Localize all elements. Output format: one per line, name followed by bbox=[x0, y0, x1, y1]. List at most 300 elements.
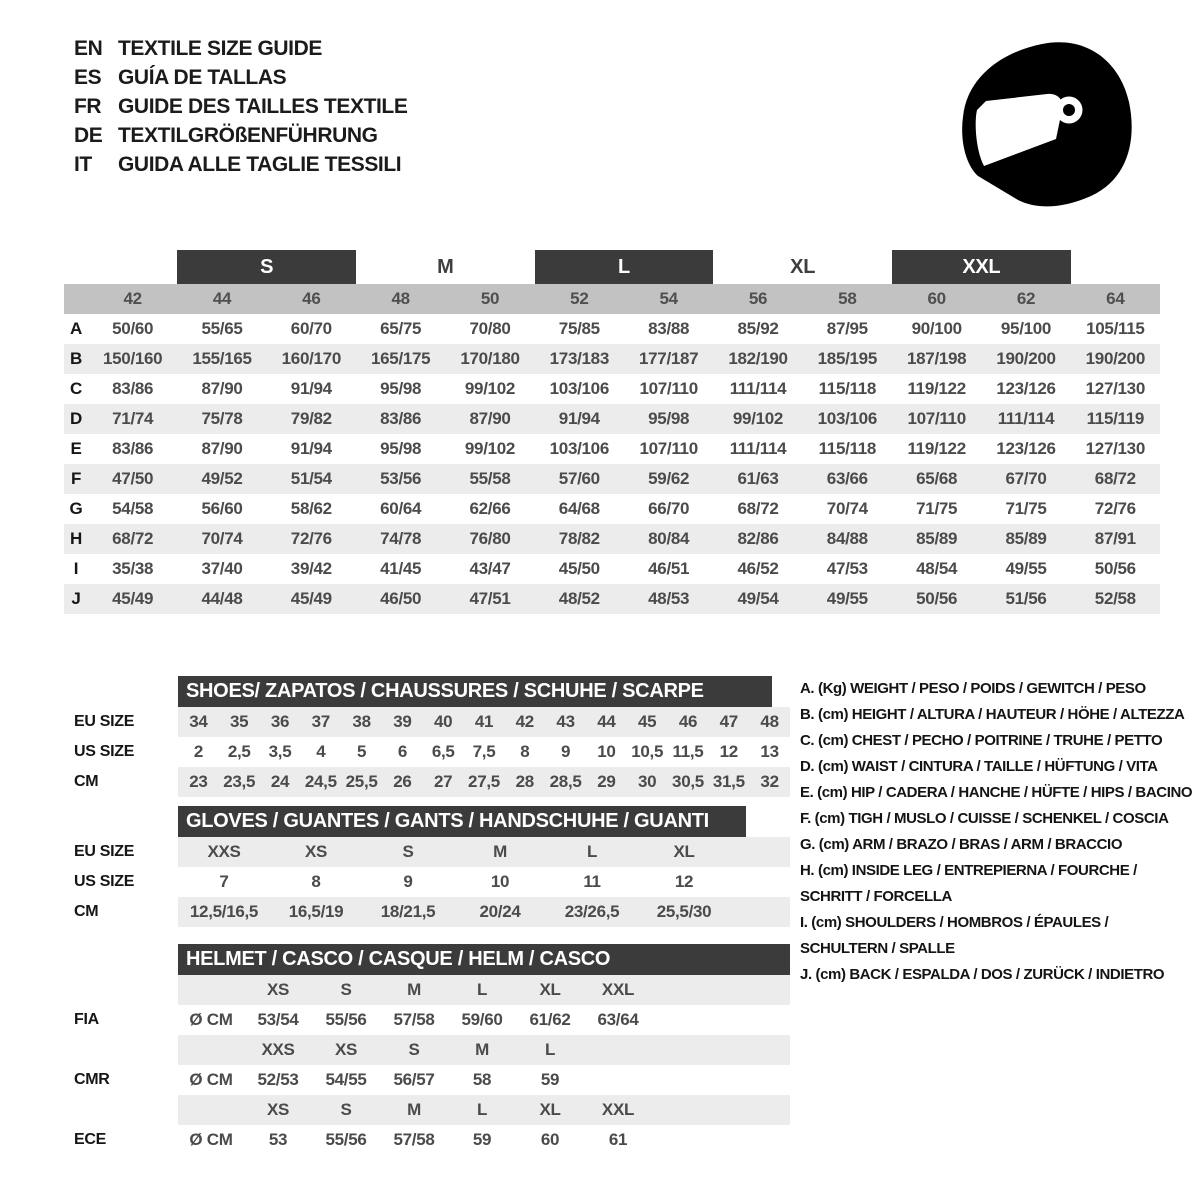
legend-line: J. (cm) BACK / ESPALDA / DOS / ZURÜCK / INDIETRO bbox=[800, 966, 1165, 983]
measurement-value: 115/119 bbox=[1086, 409, 1145, 428]
measurement-row bbox=[64, 524, 1160, 554]
row-values bbox=[178, 737, 790, 767]
helmet-value: 59/60 bbox=[461, 1010, 503, 1029]
row-label-spacer bbox=[74, 975, 178, 1005]
measurement-value: 72/76 bbox=[290, 529, 332, 548]
measurement-value: 67/70 bbox=[1005, 469, 1047, 488]
measurement-value: 111/114 bbox=[729, 379, 787, 398]
measurement-value: 76/80 bbox=[469, 529, 511, 548]
diameter-unit-label: Ø CM bbox=[189, 1130, 233, 1149]
measurement-value: 87/90 bbox=[469, 409, 511, 428]
measurement-row bbox=[64, 464, 1160, 494]
row-values bbox=[178, 837, 790, 867]
row-label-spacer bbox=[74, 1095, 178, 1125]
size-value: 18/21,5 bbox=[380, 902, 436, 921]
measurement-row-label: F bbox=[70, 469, 82, 488]
measurement-value: 39/42 bbox=[290, 559, 332, 578]
measurement-legend bbox=[800, 676, 1200, 988]
measurement-value: 83/86 bbox=[112, 439, 154, 458]
measurement-row bbox=[64, 314, 1160, 344]
measurement-value: 185/195 bbox=[817, 349, 877, 368]
row-values bbox=[178, 767, 790, 797]
size-value: 12 bbox=[719, 742, 738, 761]
measurement-value: 68/72 bbox=[112, 529, 154, 548]
size-value: 23/26,5 bbox=[564, 902, 620, 921]
helmet-size-header-row bbox=[74, 975, 790, 1005]
size-value: 39 bbox=[393, 712, 412, 731]
helmet-value: 63/64 bbox=[597, 1010, 639, 1029]
helmet-value: 58 bbox=[472, 1070, 492, 1089]
legend-line: A. (Kg) WEIGHT / PESO / POIDS / GEWITCH / PESO bbox=[800, 680, 1146, 697]
size-value: 46 bbox=[678, 712, 698, 731]
measurement-row bbox=[64, 434, 1160, 464]
measurement-value: 103/106 bbox=[549, 379, 609, 398]
measurement-value: 119/122 bbox=[907, 379, 966, 398]
size-value: 11 bbox=[583, 872, 601, 891]
helmet-size-label: M bbox=[475, 1040, 489, 1059]
row-values bbox=[178, 897, 790, 927]
measurement-value: 95/98 bbox=[380, 379, 422, 398]
measurement-value: 107/110 bbox=[907, 409, 966, 428]
numeric-size-label: 60 bbox=[927, 289, 946, 308]
helmet-size-header-row bbox=[74, 1035, 790, 1065]
legend-line: B. (cm) HEIGHT / ALTURA / HAUTEUR / HÖHE / ALTEZZA bbox=[800, 706, 1185, 723]
measurement-row-label: A bbox=[70, 319, 82, 338]
helmet-value: 56/57 bbox=[393, 1070, 435, 1089]
helmet-size-header-row bbox=[74, 1095, 790, 1125]
numeric-size-label: 52 bbox=[570, 289, 589, 308]
measurement-value: 46/50 bbox=[380, 589, 422, 608]
measurement-value: 83/88 bbox=[648, 319, 690, 338]
measurement-value: 46/52 bbox=[737, 559, 779, 578]
size-value: 12,5/16,5 bbox=[189, 902, 259, 921]
size-value: 43 bbox=[556, 712, 575, 731]
helmet-value: 60 bbox=[540, 1130, 560, 1149]
legend-line: E. (cm) HIP / CADERA / HANCHE / HÜFTE / HIPS / BACINO bbox=[800, 784, 1193, 801]
legend-item bbox=[800, 832, 1200, 858]
measurement-value: 58/62 bbox=[290, 499, 332, 518]
measurement-row-label: J bbox=[71, 589, 81, 608]
measurement-value: 66/70 bbox=[648, 499, 690, 518]
measurement-value: 64/68 bbox=[558, 499, 600, 518]
measurement-value: 70/74 bbox=[201, 529, 243, 548]
size-value: 23,5 bbox=[223, 772, 256, 791]
size-value: 9 bbox=[561, 742, 571, 761]
measurement-value: 61/63 bbox=[737, 469, 779, 488]
measurement-value: 90/100 bbox=[911, 319, 962, 338]
size-value: 27 bbox=[434, 772, 453, 791]
measurement-value: 56/60 bbox=[201, 499, 243, 518]
helmet-size-label: M bbox=[407, 1100, 421, 1119]
racing-helmet-icon bbox=[950, 18, 1170, 218]
numeric-size-label: 50 bbox=[480, 289, 500, 308]
size-value: 20/24 bbox=[479, 902, 521, 921]
table-row bbox=[74, 837, 790, 867]
standard-label: FIA bbox=[74, 1011, 99, 1028]
numeric-size-label: 44 bbox=[212, 289, 232, 308]
size-value: 30,5 bbox=[672, 772, 704, 791]
measurement-value: 75/78 bbox=[201, 409, 243, 428]
helmet-value-row bbox=[74, 1125, 790, 1155]
measurement-value: 65/75 bbox=[380, 319, 422, 338]
measurement-value: 182/190 bbox=[728, 349, 788, 368]
measurement-value: 85/92 bbox=[737, 319, 779, 338]
measurement-value: 127/130 bbox=[1085, 379, 1145, 398]
language-code: IT bbox=[74, 153, 92, 176]
size-group-label: S bbox=[177, 250, 356, 284]
language-title: TEXTILE SIZE GUIDE bbox=[118, 37, 322, 60]
measurement-value: 87/90 bbox=[201, 379, 243, 398]
measurement-value: 105/115 bbox=[1086, 319, 1145, 338]
measurement-value: 177/187 bbox=[638, 349, 699, 368]
legend-line: C. (cm) CHEST / PECHO / POITRINE / TRUHE / PETTO bbox=[800, 732, 1163, 749]
measurement-row-label: E bbox=[70, 439, 82, 458]
size-value: 2 bbox=[193, 742, 203, 761]
measurement-value: 48/52 bbox=[558, 589, 600, 608]
size-value: 23 bbox=[189, 772, 208, 791]
measurement-row-label: I bbox=[73, 559, 79, 578]
language-code: FR bbox=[74, 95, 102, 118]
size-value: 10,5 bbox=[631, 742, 664, 761]
measurement-value: 80/84 bbox=[648, 529, 690, 548]
measurement-value: 49/55 bbox=[826, 589, 868, 608]
measurement-value: 54/58 bbox=[112, 499, 154, 518]
numeric-size-label: 46 bbox=[302, 289, 321, 308]
helmet-value: 57/58 bbox=[393, 1010, 435, 1029]
size-value: 7 bbox=[219, 872, 229, 891]
measurement-value: 43/47 bbox=[469, 559, 511, 578]
row-label: CM bbox=[74, 773, 99, 790]
size-value: 16,5/19 bbox=[288, 902, 344, 921]
numeric-size-label: 54 bbox=[659, 289, 678, 308]
size-value: 25,5 bbox=[345, 772, 378, 791]
measurement-value: 50/56 bbox=[1094, 559, 1136, 578]
helmet-size-label: S bbox=[340, 1100, 352, 1119]
measurement-value: 44/48 bbox=[201, 589, 243, 608]
size-value: 10 bbox=[490, 872, 510, 891]
measurement-value: 68/72 bbox=[737, 499, 779, 518]
diameter-unit-label: Ø CM bbox=[189, 1010, 233, 1029]
language-code: ES bbox=[74, 66, 102, 89]
table-title-bar: GLOVES / GUANTES / GANTS / HANDSCHUHE / GUANTI bbox=[178, 806, 746, 837]
gloves-size-table bbox=[74, 806, 790, 927]
legend-line: SCHULTERN / SPALLE bbox=[800, 940, 955, 957]
measurement-value: 49/55 bbox=[1005, 559, 1047, 578]
helmet-value: 54/55 bbox=[325, 1070, 367, 1089]
language-row bbox=[74, 34, 407, 63]
helmet-size-label: XS bbox=[266, 980, 290, 999]
helmet-value: 53/54 bbox=[257, 1010, 299, 1029]
measurement-value: 71/75 bbox=[916, 499, 958, 518]
legend-line: H. (cm) INSIDE LEG / ENTREPIERNA / FOURCHE / bbox=[800, 862, 1137, 879]
table-title-row bbox=[74, 944, 790, 975]
legend-line: F. (cm) TIGH / MUSLO / CUISSE / SCHENKEL / COSCIA bbox=[800, 810, 1169, 827]
measurement-value: 48/54 bbox=[916, 559, 958, 578]
measurement-value: 85/89 bbox=[1005, 529, 1047, 548]
table-row bbox=[74, 707, 790, 737]
size-value: 10 bbox=[597, 742, 616, 761]
measurement-value: 70/80 bbox=[469, 319, 511, 338]
measurement-value: 65/68 bbox=[916, 469, 958, 488]
measurement-value: 99/102 bbox=[732, 409, 784, 428]
size-value: 42 bbox=[515, 712, 534, 731]
legend-item bbox=[800, 702, 1200, 728]
measurement-value: 45/49 bbox=[290, 589, 332, 608]
size-value: 6 bbox=[397, 742, 407, 761]
measurement-value: 115/118 bbox=[818, 439, 877, 458]
helmet-size-label: L bbox=[476, 980, 488, 999]
size-value: 27,5 bbox=[468, 772, 500, 791]
numeric-size-label: 62 bbox=[1016, 289, 1036, 308]
measurement-value: 87/90 bbox=[201, 439, 243, 458]
row-label: CM bbox=[74, 903, 99, 920]
helmet-values bbox=[178, 1065, 790, 1095]
measurement-value: 111/114 bbox=[997, 409, 1055, 428]
row-label-spacer bbox=[74, 1035, 178, 1065]
size-value: M bbox=[493, 842, 507, 861]
measurement-value: 119/122 bbox=[907, 439, 966, 458]
measurement-value: 84/88 bbox=[826, 529, 868, 548]
standard-label: ECE bbox=[74, 1131, 106, 1148]
measurement-value: 49/54 bbox=[737, 589, 779, 608]
helmet-size-label: S bbox=[340, 980, 352, 999]
helmet-value: 57/58 bbox=[393, 1130, 435, 1149]
language-code: DE bbox=[74, 124, 103, 147]
measurement-value: 53/56 bbox=[380, 469, 422, 488]
numeric-size-label: 48 bbox=[391, 289, 410, 308]
measurement-value: 45/50 bbox=[558, 559, 600, 578]
measurement-row bbox=[64, 344, 1160, 374]
size-value: XS bbox=[304, 842, 328, 861]
language-title: GUIDA ALLE TAGLIE TESSILI bbox=[118, 153, 402, 176]
size-value: 48 bbox=[760, 712, 779, 731]
size-value: 35 bbox=[230, 712, 249, 731]
size-value: 13 bbox=[760, 742, 779, 761]
measurement-value: 160/170 bbox=[281, 349, 341, 368]
measurement-value: 173/183 bbox=[549, 349, 609, 368]
helmet-value: 61 bbox=[608, 1130, 628, 1149]
diameter-unit-label: Ø CM bbox=[189, 1070, 233, 1089]
table-title-bar: HELMET / CASCO / CASQUE / HELM / CASCO bbox=[178, 944, 790, 975]
size-value: 5 bbox=[357, 742, 367, 761]
measurement-value: 155/165 bbox=[192, 349, 252, 368]
measurement-row-label: D bbox=[70, 409, 82, 428]
helmet-size-label: XL bbox=[539, 980, 561, 999]
helmet-value: 59 bbox=[540, 1070, 560, 1089]
legend-item bbox=[800, 962, 1200, 988]
helmet-value-row bbox=[74, 1005, 790, 1035]
measurement-value: 52/58 bbox=[1094, 589, 1136, 608]
helmet-size-table bbox=[74, 944, 790, 1155]
measurement-row-label: G bbox=[69, 499, 83, 518]
measurement-row bbox=[64, 494, 1160, 524]
measurement-value: 190/200 bbox=[996, 349, 1056, 368]
table-title-row bbox=[74, 676, 790, 707]
row-values bbox=[178, 867, 790, 897]
shoes-size-table bbox=[74, 676, 790, 797]
helmet-size-label: XS bbox=[334, 1040, 358, 1059]
measurement-value: 95/98 bbox=[380, 439, 422, 458]
table-title-row bbox=[74, 806, 790, 837]
helmet-value: 52/53 bbox=[257, 1070, 299, 1089]
measurement-value: 55/58 bbox=[469, 469, 511, 488]
row-label-spacer bbox=[74, 676, 178, 707]
measurement-value: 165/175 bbox=[370, 349, 431, 368]
size-group-label: XL bbox=[790, 255, 816, 278]
size-value: 24 bbox=[270, 772, 290, 791]
helmet-value: 61/62 bbox=[529, 1010, 571, 1029]
textile-size-table bbox=[64, 250, 1160, 614]
measurement-value: 78/82 bbox=[558, 529, 600, 548]
measurement-value: 35/38 bbox=[112, 559, 154, 578]
helmet-size-label: XXL bbox=[601, 1100, 635, 1119]
table-row bbox=[74, 737, 790, 767]
measurement-value: 91/94 bbox=[290, 439, 332, 458]
row-label: US SIZE bbox=[74, 743, 135, 760]
size-value: 37 bbox=[311, 712, 330, 731]
helmet-size-label: S bbox=[408, 1040, 420, 1059]
measurement-value: 170/180 bbox=[460, 349, 520, 368]
measurement-value: 37/40 bbox=[201, 559, 243, 578]
legend-item bbox=[800, 728, 1200, 754]
size-value: 6,5 bbox=[431, 742, 455, 761]
measurement-value: 50/56 bbox=[916, 589, 958, 608]
size-value: 9 bbox=[403, 872, 413, 891]
size-value: 3,5 bbox=[268, 742, 292, 761]
measurement-value: 150/160 bbox=[102, 349, 163, 368]
measurement-row bbox=[64, 404, 1160, 434]
measurement-value: 71/74 bbox=[112, 409, 154, 428]
measurement-value: 87/95 bbox=[826, 319, 868, 338]
numeric-size-label: 64 bbox=[1106, 289, 1125, 308]
measurement-value: 45/49 bbox=[112, 589, 154, 608]
size-value: 25,5/30 bbox=[656, 902, 712, 921]
measurement-row-label: H bbox=[70, 529, 82, 548]
numeric-size-label: 42 bbox=[123, 289, 142, 308]
table-row bbox=[74, 867, 790, 897]
legend-line: I. (cm) SHOULDERS / HOMBROS / ÉPAULES / bbox=[800, 914, 1109, 931]
helmet-values bbox=[178, 1005, 790, 1035]
measurement-value: 60/64 bbox=[380, 499, 422, 518]
helmet-size-label: XXL bbox=[601, 980, 635, 999]
measurement-value: 68/72 bbox=[1094, 469, 1136, 488]
measurement-value: 57/60 bbox=[558, 469, 600, 488]
size-group-label: XXL bbox=[892, 250, 1071, 284]
measurement-value: 62/66 bbox=[469, 499, 511, 518]
measurement-value: 82/86 bbox=[737, 529, 779, 548]
language-row bbox=[74, 92, 407, 121]
measurement-value: 71/75 bbox=[1005, 499, 1047, 518]
measurement-value: 91/94 bbox=[290, 379, 332, 398]
size-value: XXS bbox=[207, 842, 241, 861]
measurement-value: 75/85 bbox=[558, 319, 600, 338]
measurement-value: 63/66 bbox=[826, 469, 868, 488]
size-value: 45 bbox=[638, 712, 657, 731]
helmet-values bbox=[178, 1125, 790, 1155]
legend-line: D. (cm) WAIST / CINTURA / TAILLE / HÜFTUNG / VITA bbox=[800, 758, 1158, 775]
helmet-size-label: M bbox=[407, 980, 421, 999]
language-row bbox=[74, 121, 407, 150]
measurement-value: 103/106 bbox=[817, 409, 877, 428]
legend-item bbox=[800, 858, 1200, 910]
measurement-row bbox=[64, 554, 1160, 584]
measurement-value: 46/51 bbox=[648, 559, 690, 578]
size-group-label: L bbox=[535, 250, 714, 284]
measurement-row bbox=[64, 374, 1160, 404]
size-value: 2,5 bbox=[227, 742, 251, 761]
measurement-value: 99/102 bbox=[464, 439, 516, 458]
size-value: 36 bbox=[270, 712, 290, 731]
helmet-value: 59 bbox=[472, 1130, 492, 1149]
measurement-value: 74/78 bbox=[380, 529, 422, 548]
measurement-value: 49/52 bbox=[201, 469, 243, 488]
size-value: 28 bbox=[515, 772, 534, 791]
size-value: 28,5 bbox=[549, 772, 582, 791]
helmet-value: 55/56 bbox=[325, 1130, 367, 1149]
size-value: L bbox=[586, 842, 598, 861]
legend-item bbox=[800, 676, 1200, 702]
measurement-value: 47/50 bbox=[112, 469, 154, 488]
measurement-value: 51/54 bbox=[290, 469, 332, 488]
measurement-value: 127/130 bbox=[1085, 439, 1145, 458]
size-value: S bbox=[402, 842, 414, 861]
size-value: 8 bbox=[311, 872, 321, 891]
size-value: 26 bbox=[393, 772, 412, 791]
row-label-spacer bbox=[74, 806, 178, 837]
measurement-value: 95/100 bbox=[1000, 319, 1052, 338]
language-title: GUÍA DE TALLAS bbox=[118, 66, 287, 89]
size-value: 47 bbox=[719, 712, 738, 731]
measurement-value: 123/126 bbox=[996, 439, 1056, 458]
measurement-value: 72/76 bbox=[1094, 499, 1136, 518]
measurement-value: 91/94 bbox=[558, 409, 600, 428]
numeric-size-label: 58 bbox=[838, 289, 857, 308]
table-title-bar: SHOES/ ZAPATOS / CHAUSSURES / SCHUHE / SCARPE bbox=[178, 676, 772, 707]
measurement-value: 95/98 bbox=[648, 409, 690, 428]
helmet-size-label: L bbox=[544, 1040, 556, 1059]
measurement-value: 70/74 bbox=[826, 499, 868, 518]
measurement-row-label: C bbox=[70, 379, 82, 398]
row-values bbox=[178, 707, 790, 737]
size-value: 24,5 bbox=[304, 772, 337, 791]
measurement-value: 190/200 bbox=[1085, 349, 1145, 368]
size-value: 32 bbox=[760, 772, 779, 791]
standard-label: CMR bbox=[74, 1071, 110, 1088]
measurement-value: 47/53 bbox=[826, 559, 868, 578]
numeric-size-label: 56 bbox=[748, 289, 768, 308]
size-value: 40 bbox=[434, 712, 453, 731]
measurement-value: 83/86 bbox=[380, 409, 422, 428]
size-value: 29 bbox=[597, 772, 616, 791]
helmet-size-label: L bbox=[476, 1100, 488, 1119]
legend-item bbox=[800, 910, 1200, 962]
size-value: 12 bbox=[674, 872, 694, 891]
row-label: US SIZE bbox=[74, 873, 135, 890]
legend-item bbox=[800, 754, 1200, 780]
measurement-row-label: B bbox=[70, 349, 82, 368]
language-row bbox=[74, 150, 407, 179]
size-value: 11,5 bbox=[672, 742, 704, 761]
numeric-size-header-row bbox=[64, 284, 1160, 314]
language-row bbox=[74, 63, 407, 92]
helmet-value: 53 bbox=[268, 1130, 288, 1149]
measurement-value: 123/126 bbox=[996, 379, 1056, 398]
measurement-value: 87/91 bbox=[1094, 529, 1136, 548]
measurement-value: 107/110 bbox=[639, 379, 698, 398]
helmet-size-label: XXS bbox=[261, 1040, 295, 1059]
measurement-value: 79/82 bbox=[290, 409, 332, 428]
size-value: 34 bbox=[189, 712, 208, 731]
